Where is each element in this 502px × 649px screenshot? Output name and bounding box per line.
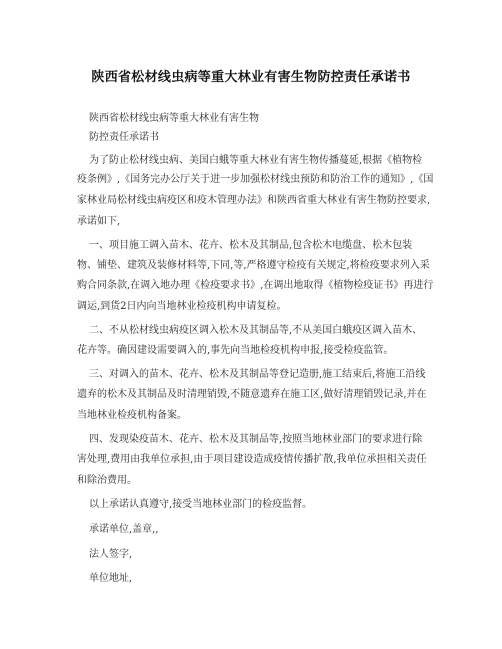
paragraph-line: 三、对调入的苗木、花卉、松木及其制品等登记造册,施工结束后,将施工沿线	[89, 369, 426, 380]
subtitle-line-1: 陕西省松材线虫病等重大林业有害生物	[89, 113, 259, 124]
paragraph-line: 花卉等。确因建设需要调入的,事先向当地检疫机构申报,接受检疫监管。	[77, 345, 394, 356]
signature-address-line: 单位地址,	[89, 573, 133, 584]
paragraph-line: 购合同条款,在调入地办理《检疫要求书》,在调出地取得《植物检疫证书》再进行	[77, 280, 434, 291]
paragraph-line: 以上承诺认真遵守,接受当地林业部门的检疫监督。	[89, 499, 313, 510]
paragraph-line: 为了防止松材线虫病、美国白蛾等重大林业有害生物传播蔓延,根据《植物检	[89, 155, 423, 166]
paragraph-line: 害处理,费用由我单位承担,由于项目建设造成疫情传播扩散,我单位承担相关责任	[77, 454, 427, 465]
paragraph-line: 调运,到货2日内向当地林业检疫机构申请复检。	[77, 301, 287, 312]
paragraph-line: 和除治费用。	[77, 475, 137, 486]
paragraph-line: 疫条例》,《国务完办公厅关于进一步加强松材线虫预防和防治工作的通知》,《国	[77, 174, 434, 185]
paragraph-line: 物、铺垫、建筑及装修材料等,下同,等,严格遵守检疫有关规定,将检疫要求列入采	[77, 260, 430, 271]
paragraph-line: 当地林业检疫机构备案。	[77, 410, 187, 421]
subtitle-line-2: 防控责任承诺书	[89, 132, 159, 143]
paragraph-line: 二、不从松材线虫病疫区调入松木及其制品等,不从美国白蛾疫区调入苗木、	[89, 325, 423, 336]
paragraph-line: 家林业局松材线虫病疫区和疫木管理办法》和陕西省重大林业有害生物防控要求,	[77, 195, 431, 206]
document-title: 陕西省松材线虫病等重大林业有害生物防控责任承诺书	[91, 70, 411, 85]
paragraph-line: 四、发现染疫苗木、花卉、松木及其制品等,按照当地林业部门的要求进行除	[89, 434, 423, 445]
signature-legal-rep-line: 法人签字,	[89, 549, 133, 560]
paragraph-line: 一、项目施工调入苗木、花卉、松木及其制品,包含松木电缆盘、松木包装	[89, 240, 413, 251]
paragraph-line: 承诺如下,	[77, 216, 121, 227]
signature-unit-line: 承诺单位,盖章,,	[89, 524, 159, 535]
paragraph-line: 遗弃的松木及其制品及时清理销毁,不随意遗弃在施工区,做好清理销毁记录,并在	[77, 389, 427, 400]
